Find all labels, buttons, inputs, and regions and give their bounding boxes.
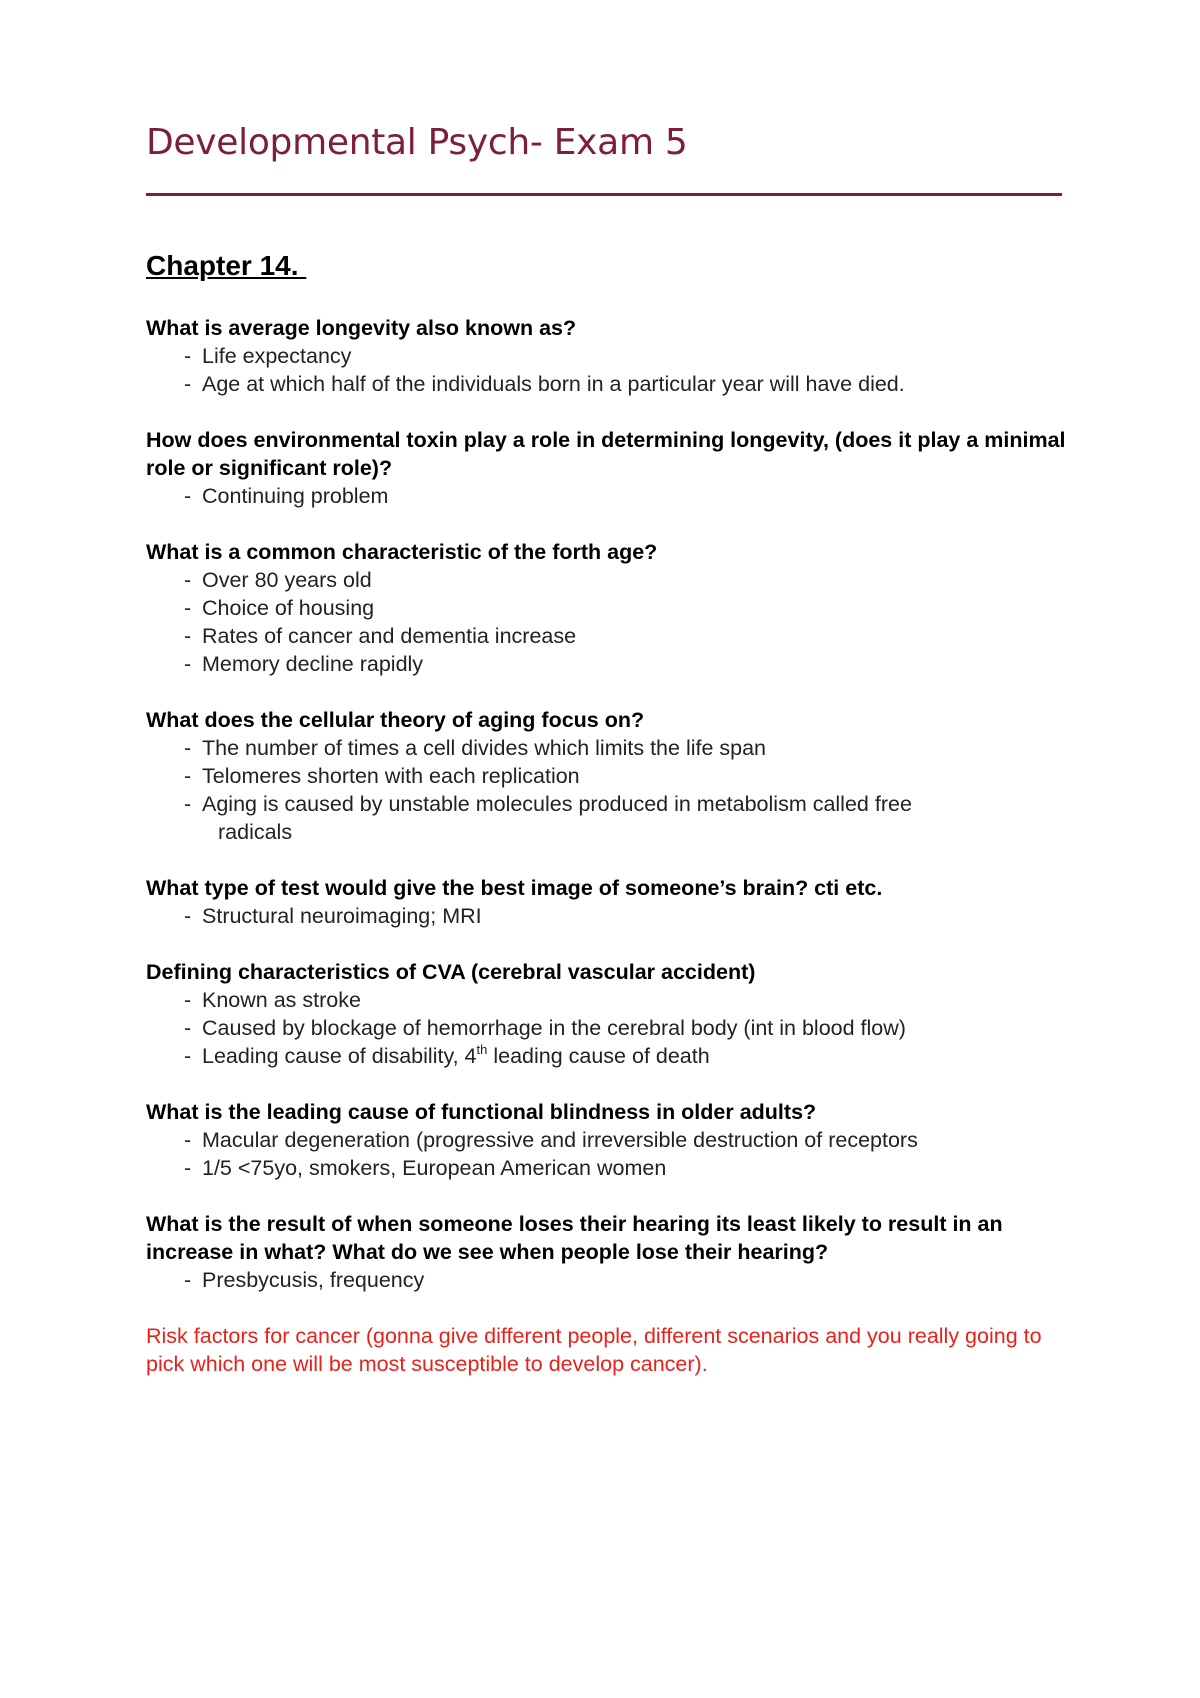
dash-bullet: - xyxy=(184,568,192,592)
answer-item xyxy=(146,734,1066,762)
qa-block xyxy=(146,1098,1066,1182)
answer-item xyxy=(146,482,1066,510)
dash-bullet: - xyxy=(184,372,192,396)
title-divider xyxy=(146,193,1062,196)
dash-bullet: - xyxy=(184,624,192,648)
dash-bullet: - xyxy=(184,1268,192,1292)
question: How does environmental toxin play a role in determining longevity, (does it play a minimal role or significant role)? xyxy=(146,428,1066,480)
dash-bullet: - xyxy=(184,904,192,928)
answer-text: Known as stroke xyxy=(202,988,361,1012)
answer-list xyxy=(146,566,1066,678)
answer-text: Life expectancy xyxy=(202,344,352,368)
answer-text: The number of times a cell divides which limits the life span xyxy=(202,736,767,760)
dash-bullet: - xyxy=(184,344,192,368)
dash-bullet: - xyxy=(184,764,192,788)
dash-bullet: - xyxy=(184,484,192,508)
answer-text: Leading cause of disability, 4 xyxy=(202,1044,477,1068)
risk-factors-note: Risk factors for cancer (gonna give different people, different scenarios and you really going to pick which one will be most susceptible to develop cancer). xyxy=(146,1324,1042,1376)
answer-list xyxy=(146,734,1066,846)
answer-text: Presbycusis, frequency xyxy=(202,1268,425,1292)
qa-block xyxy=(146,874,1066,930)
answer-item xyxy=(146,1266,1066,1294)
answer-list xyxy=(146,986,1066,1070)
answer-item xyxy=(146,1014,1066,1042)
answer-item xyxy=(146,370,1066,398)
answer-text: Macular degeneration (progressive and irreversible destruction of receptors xyxy=(202,1128,918,1152)
dash-bullet: - xyxy=(184,1044,192,1068)
dash-bullet: - xyxy=(184,1128,192,1152)
answer-item xyxy=(146,1042,1066,1070)
qa-block xyxy=(146,958,1066,1070)
answer-item xyxy=(146,762,1066,790)
answer-text: Aging is caused by unstable molecules produced in metabolism called free xyxy=(202,792,912,816)
answer-continuation: radicals xyxy=(218,820,293,844)
question: What does the cellular theory of aging focus on? xyxy=(146,708,645,732)
answer-item xyxy=(146,594,1066,622)
qa-block xyxy=(146,706,1066,846)
answer-text: Age at which half of the individuals born in a particular year will have died. xyxy=(202,372,905,396)
dash-bullet: - xyxy=(184,596,192,620)
answer-item xyxy=(146,986,1066,1014)
superscript-th: th xyxy=(476,1042,488,1057)
qa-block xyxy=(146,1210,1066,1294)
qa-content xyxy=(146,314,1066,1378)
dash-bullet: - xyxy=(184,988,192,1012)
document-title: Developmental Psych- Exam 5 xyxy=(146,122,688,163)
qa-block xyxy=(146,538,1066,678)
answer-item xyxy=(146,650,1066,678)
answer-list xyxy=(146,902,1066,930)
answer-text: Structural neuroimaging; MRI xyxy=(202,904,482,928)
answer-text: Telomeres shorten with each replication xyxy=(202,764,580,788)
question: What is the leading cause of functional blindness in older adults? xyxy=(146,1100,817,1124)
answer-item xyxy=(146,790,1066,846)
question: What is average longevity also known as? xyxy=(146,316,577,340)
answer-text: Choice of housing xyxy=(202,596,375,620)
answer-list xyxy=(146,1266,1066,1294)
answer-text-tail: leading cause of death xyxy=(487,1044,710,1068)
answer-list xyxy=(146,482,1066,510)
answer-item xyxy=(146,902,1066,930)
answer-text: Rates of cancer and dementia increase xyxy=(202,624,577,648)
answer-item xyxy=(146,622,1066,650)
chapter-heading: Chapter 14. xyxy=(146,250,307,281)
answer-text: 1/5 <75yo, smokers, European American women xyxy=(202,1156,667,1180)
dash-bullet: - xyxy=(184,652,192,676)
qa-block xyxy=(146,426,1066,510)
answer-item xyxy=(146,1126,1066,1154)
answer-text: Over 80 years old xyxy=(202,568,372,592)
question: What is the result of when someone loses their hearing its least likely to result in an increase in what? What do we see when people lose their hearing? xyxy=(146,1212,1003,1264)
question: What type of test would give the best image of someone’s brain? cti etc. xyxy=(146,876,883,900)
qa-block xyxy=(146,314,1066,398)
answer-item xyxy=(146,1154,1066,1182)
question: What is a common characteristic of the forth age? xyxy=(146,540,658,564)
answer-text: Caused by blockage of hemorrhage in the cerebral body (int in blood flow) xyxy=(202,1016,906,1040)
answer-list xyxy=(146,1126,1066,1182)
answer-text: Continuing problem xyxy=(202,484,389,508)
answer-list xyxy=(146,342,1066,398)
dash-bullet: - xyxy=(184,792,192,816)
question: Defining characteristics of CVA (cerebral vascular accident) xyxy=(146,960,756,984)
answer-item xyxy=(146,566,1066,594)
answer-item xyxy=(146,342,1066,370)
dash-bullet: - xyxy=(184,1016,192,1040)
answer-text: Memory decline rapidly xyxy=(202,652,424,676)
dash-bullet: - xyxy=(184,1156,192,1180)
dash-bullet: - xyxy=(184,736,192,760)
